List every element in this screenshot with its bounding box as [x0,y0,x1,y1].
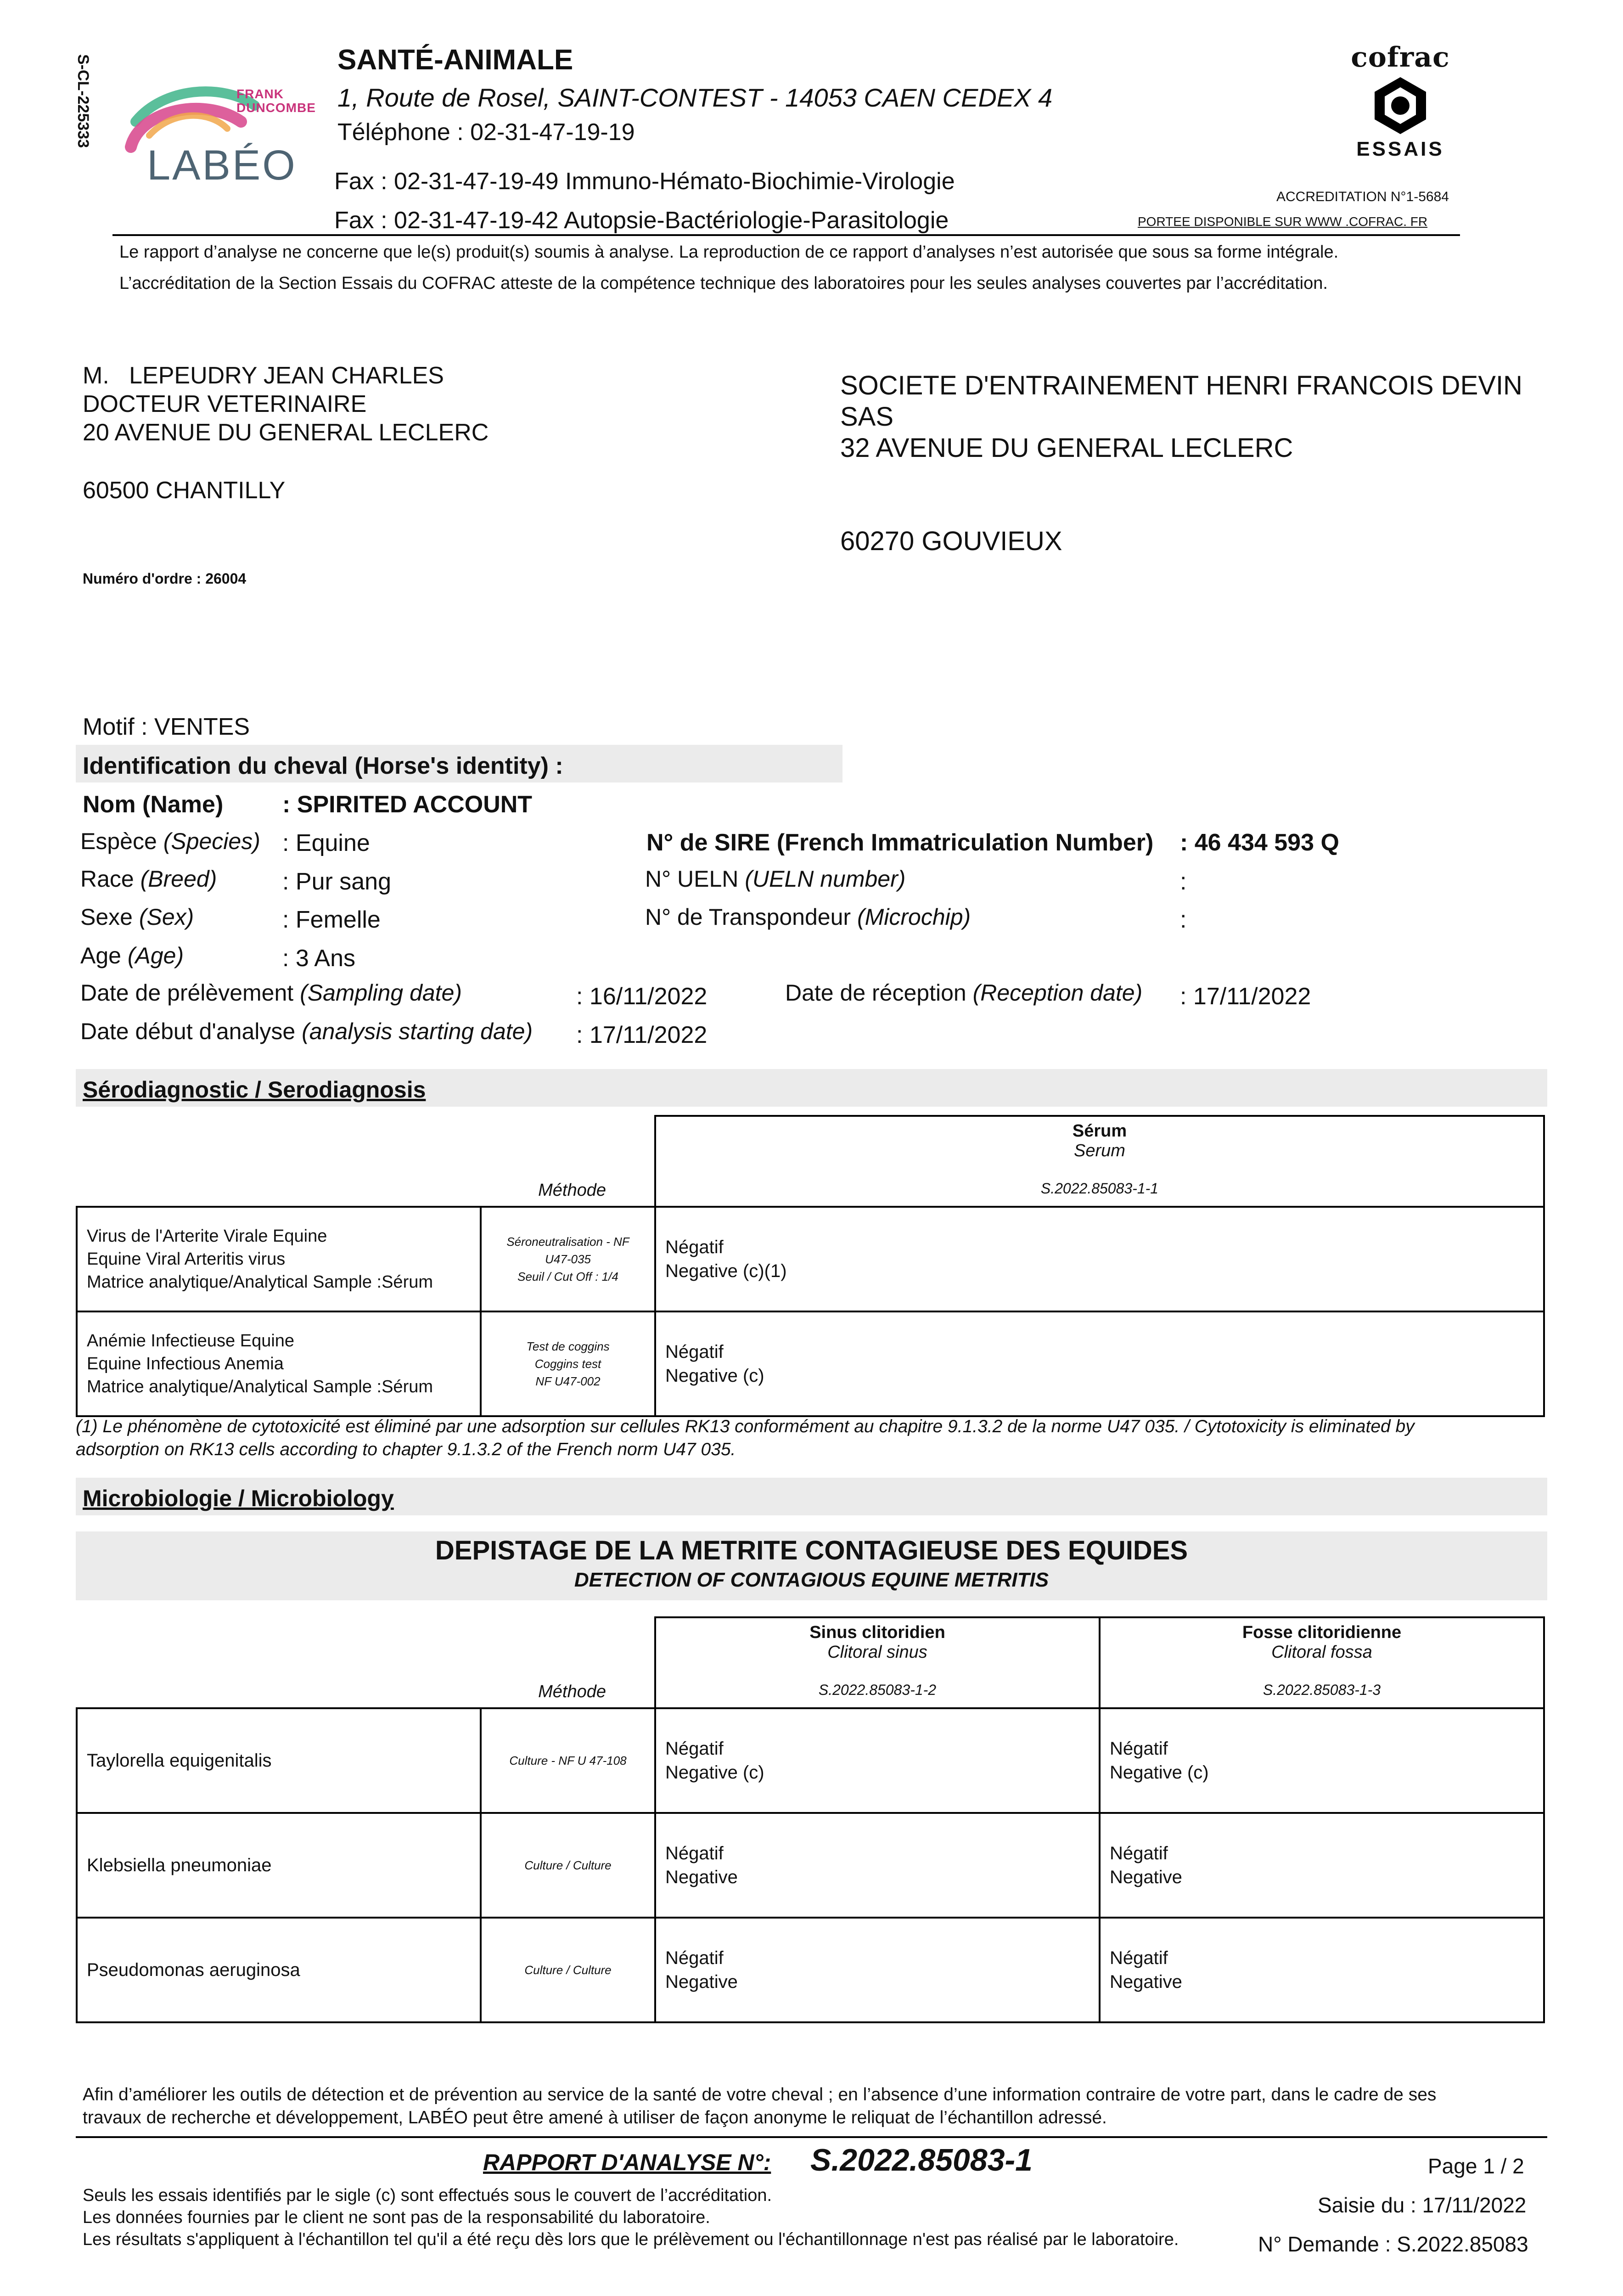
serodiagnosis-table [76,1115,1545,1417]
footer-note-3: Les résultats s'appliquent à l'échantillon tel qu'il a été reçu dès lors que le prélèvement ou l'échantillonnage n'est pas réalisé par le laboratoire. [83,2230,1179,2249]
logo-name: LABÉO [147,142,297,189]
serodiagnosis-footnote-1: (1) Le phénomène de cytotoxicité est éliminé par une adsorption sur cellules RK13 conformément au chapitre 9.1.3.2 de la norme U47 035. / Cytotoxicity is eliminated by [76,1417,1415,1436]
serum-sample-id: S.2022.85083-1-1 [1040,1180,1159,1197]
method-cell [481,1918,655,2022]
transponder-label-fr: N° de Transpondeur [645,904,851,930]
start-label-fr: Date début d'analyse [80,1019,296,1044]
species-label [80,828,260,855]
table-row [77,1708,1544,1813]
disclaimer-line-1: Le rapport d’analyse ne concerne que le(s) produit(s) soumis à analyse. La reproduction de ce rapport d’analyses n’est autorisée que sous sa forme intégrale. [119,242,1339,262]
analyte-matrix: Matrice analytique/Analytical Sample :Sérum [87,1377,433,1396]
serum-header-fr: Sérum [1072,1121,1127,1141]
result-en: Negative (c) [665,1762,764,1783]
footer-note-2: Les données fournies par le client ne sont pas de la responsabilité du laboratoire. [83,2208,710,2227]
result-fr: Négatif [665,1739,724,1759]
recipient-line-4: 60270 GOUVIEUX [840,526,1062,556]
lab-name: SANTÉ-ANIMALE [337,44,573,76]
start-date-value: : 17/11/2022 [576,1022,708,1048]
analyte-cell [77,1918,481,2022]
sender-title: M. [83,362,109,389]
analyte-name: Klebsiella pneumoniae [87,1855,272,1875]
result-fr: Négatif [1110,1843,1168,1863]
age-label [80,942,184,969]
method-line-1: Test de coggins [526,1339,610,1353]
lab-fax-1: Fax : 02-31-47-19-49 Immuno-Hémato-Biochimie-Virologie [334,168,955,195]
transponder-label-en: (Microchip) [857,904,971,930]
recipient-line-1: SOCIETE D'ENTRAINEMENT HENRI FRANCOIS DEVIN [840,371,1522,400]
sampling-label-en: (Sampling date) [300,980,462,1006]
start-date-label [80,1018,533,1045]
clitoral-fossa-header-cell [1100,1617,1544,1708]
result-cell [655,1813,1100,1918]
analyte-name-fr: Virus de l'Arterite Virale Equine [87,1227,327,1246]
method-text: Culture / Culture [524,1858,612,1872]
breed-label-fr: Race [80,866,134,892]
report-number: S.2022.85083-1 [810,2143,1033,2178]
analyte-cell [77,1311,481,1416]
serum-header-en: Serum [1074,1141,1125,1160]
method-cell [481,1813,655,1918]
reception-date-label [785,979,1142,1006]
transponder-value: : [1180,906,1187,933]
disclaimer-line-2: L’accréditation de la Section Essais du COFRAC atteste de la compétence technique des laboratoires pour les seules analyses couvertes par l’accréditation. [119,274,1328,293]
cofrac-accreditation: ACCREDITATION N°1-5684 [1276,189,1449,204]
clitoral-sinus-header-en: Clitoral sinus [827,1643,927,1662]
report-label: RAPPORT D'ANALYSE N°: [483,2150,771,2175]
result-en: Negative (c)(1) [665,1261,787,1281]
research-note-line-2: travaux de recherche et développement, LABÉO peut être amené à utiliser de façon anonyme le reliquat de l’échantillon adressé. [83,2108,1107,2127]
order-number: Numéro d'ordre : 26004 [83,570,247,587]
result-cell [655,1207,1544,1311]
sex-label-en: (Sex) [139,904,194,930]
transponder-label [645,904,971,930]
result-cell [655,1311,1544,1416]
species-label-en: (Species) [163,828,260,854]
clitoral-fossa-header-fr: Fosse clitoridienne [1242,1623,1402,1642]
analyte-name: Pseudomonas aeruginosa [87,1959,300,1980]
research-note-line-1: Afin d’améliorer les outils de détection et de prévention au service de la santé de votre cheval ; en l’absence d’une information contraire de votre part, dans le cadre de ses [83,2085,1437,2105]
result-cell [1100,1918,1544,2022]
breed-label-en: (Breed) [140,866,217,892]
analyte-cell [77,1813,481,1918]
result-en: Negative [665,1867,738,1887]
method-line-3: NF U47-002 [535,1374,601,1388]
method-text: Culture / Culture [524,1963,612,1977]
recipient-line-3: 32 AVENUE DU GENERAL LECLERC [840,433,1293,463]
species-label-fr: Espèce [80,828,157,854]
microbiology-method-header-cell [77,1617,655,1708]
method-cell [481,1708,655,1813]
sender-name: LEPEUDRY JEAN CHARLES [129,362,444,389]
microbiology-method-header: Méthode [538,1682,606,1701]
clitoral-fossa-header-en: Clitoral fossa [1271,1643,1372,1662]
footer-note-1: Seuls les essais identifiés par le sigle (c) sont effectués sous le couvert de l’accréditation. [83,2186,772,2205]
horse-name-label: Nom (Name) [83,791,224,818]
serodiagnosis-method-header-cell [77,1116,655,1207]
reception-label-fr: Date de réception [785,980,966,1006]
analyte-name-fr: Anémie Infectieuse Equine [87,1331,295,1351]
result-cell [655,1708,1100,1813]
cofrac-logo [1350,41,1451,179]
recipient-line-2: SAS [840,402,894,432]
result-fr: Négatif [665,1342,724,1362]
cem-banner [76,1531,1547,1600]
sampling-label-fr: Date de prélèvement [80,980,294,1006]
analyte-name-en: Equine Viral Arteritis virus [87,1249,286,1269]
clitoral-sinus-header-fr: Sinus clitoridien [809,1623,945,1642]
lab-fax-2: Fax : 02-31-47-19-42 Autopsie-Bactériologie-Parasitologie [334,207,949,234]
method-line-2: U47-035 [545,1252,591,1266]
reception-label-en: (Reception date) [972,980,1143,1006]
clitoral-sinus-header-cell [655,1617,1100,1708]
breed-label [80,866,217,892]
microbiology-table [76,1616,1545,2023]
method-line-2: Coggins test [534,1357,601,1371]
sender-line-2: DOCTEUR VETERINAIRE [83,391,367,417]
table-row [77,1311,1544,1416]
result-fr: Négatif [665,1237,724,1257]
result-cell [655,1918,1100,2022]
motif: Motif : VENTES [83,714,250,740]
start-label-en: (analysis starting date) [302,1019,533,1044]
age-label-en: (Age) [127,943,184,968]
result-fr: Négatif [1110,1948,1168,1968]
labeo-logo [122,78,319,197]
ueln-label-en: (UELN number) [745,866,906,892]
ueln-label [645,866,905,892]
lab-address: 1, Route de Rosel, SAINT-CONTEST - 14053 CAEN CEDEX 4 [337,83,1053,112]
breed-value: : Pur sang [282,868,392,895]
reception-date-value: : 17/11/2022 [1180,983,1311,1010]
page-number: Page 1 / 2 [1428,2154,1524,2178]
cem-banner-subtitle: DETECTION OF CONTAGIOUS EQUINE METRITIS [574,1569,1049,1591]
result-fr: Négatif [665,1948,724,1968]
cofrac-portee: PORTEE DISPONIBLE SUR WWW .COFRAC. FR [1138,214,1428,229]
sex-value: : Femelle [282,906,381,933]
sender-line-3: 20 AVENUE DU GENERAL LECLERC [83,419,489,446]
saisie-date: Saisie du : 17/11/2022 [1318,2193,1527,2217]
lab-phone: Téléphone : 02-31-47-19-19 [337,119,635,146]
result-en: Negative [1110,1867,1182,1887]
sender-line-4: 60500 CHANTILLY [83,477,286,504]
analyte-name: Taylorella equigenitalis [87,1750,272,1771]
microbiology-title: Microbiologie / Microbiology [83,1486,394,1511]
result-en: Negative [665,1972,738,1992]
result-en: Negative (c) [665,1366,764,1386]
cofrac-essais: ESSAIS [1356,138,1444,160]
method-cell [481,1311,655,1416]
sire-label: N° de SIRE (French Immatriculation Number) [646,829,1154,856]
clitoral-fossa-sample-id: S.2022.85083-1-3 [1263,1682,1381,1698]
side-code: S-CL-225333 [74,54,92,148]
result-en: Negative (c) [1110,1762,1209,1783]
method-text: Culture - NF U 47-108 [509,1753,627,1767]
horse-name-value: : SPIRITED ACCOUNT [282,791,533,818]
analyte-cell [77,1207,481,1311]
clitoral-sinus-sample-id: S.2022.85083-1-2 [818,1682,937,1698]
identification-header: Identification du cheval (Horse's identity) : [83,753,563,779]
analyte-matrix: Matrice analytique/Analytical Sample :Sérum [87,1272,433,1292]
method-line-3: Seuil / Cut Off : 1/4 [517,1270,618,1283]
sire-value: : 46 434 593 Q [1180,829,1339,856]
method-cell [481,1207,655,1311]
microbiology-header-row [77,1617,1544,1708]
result-fr: Négatif [665,1843,724,1863]
sampling-date-value: : 16/11/2022 [576,983,708,1010]
sampling-date-label [80,979,462,1006]
sex-label [80,904,194,930]
serodiagnosis-footnote-2: adsorption on RK13 cells according to chapter 9.1.3.2 of the French norm U47 035. [76,1440,736,1459]
footer-divider [76,2136,1547,2138]
ueln-label-fr: N° UELN [645,866,739,892]
logo-brand: FRANK DUNCOMBE [236,87,316,115]
serum-header-cell [655,1116,1544,1207]
age-label-fr: Age [80,943,121,968]
serodiagnosis-header-row [77,1116,1544,1207]
cofrac-logo-text: cofrac [1351,41,1450,73]
table-row [77,1207,1544,1311]
sender-name-line [83,362,444,389]
analyte-name-en: Equine Infectious Anemia [87,1354,284,1373]
table-row [77,1813,1544,1918]
serodiagnosis-title: Sérodiagnostic / Serodiagnosis [83,1077,426,1103]
header-divider [112,234,1460,236]
ueln-value: : [1180,868,1187,895]
table-row [77,1918,1544,2022]
cem-banner-title: DEPISTAGE DE LA METRITE CONTAGIEUSE DES EQUIDES [435,1536,1188,1565]
species-value: : Equine [282,830,370,856]
result-fr: Négatif [1110,1739,1168,1759]
cofrac-hexagon-icon [1368,73,1432,138]
result-cell [1100,1708,1544,1813]
sex-label-fr: Sexe [80,904,133,930]
result-cell [1100,1813,1544,1918]
serodiagnosis-method-header: Méthode [538,1181,606,1200]
analyte-cell [77,1708,481,1813]
method-line-1: Séroneutralisation - NF [506,1235,629,1249]
age-value: : 3 Ans [282,945,355,972]
result-en: Negative [1110,1972,1182,1992]
demande-number: N° Demande : S.2022.85083 [1258,2232,1528,2256]
